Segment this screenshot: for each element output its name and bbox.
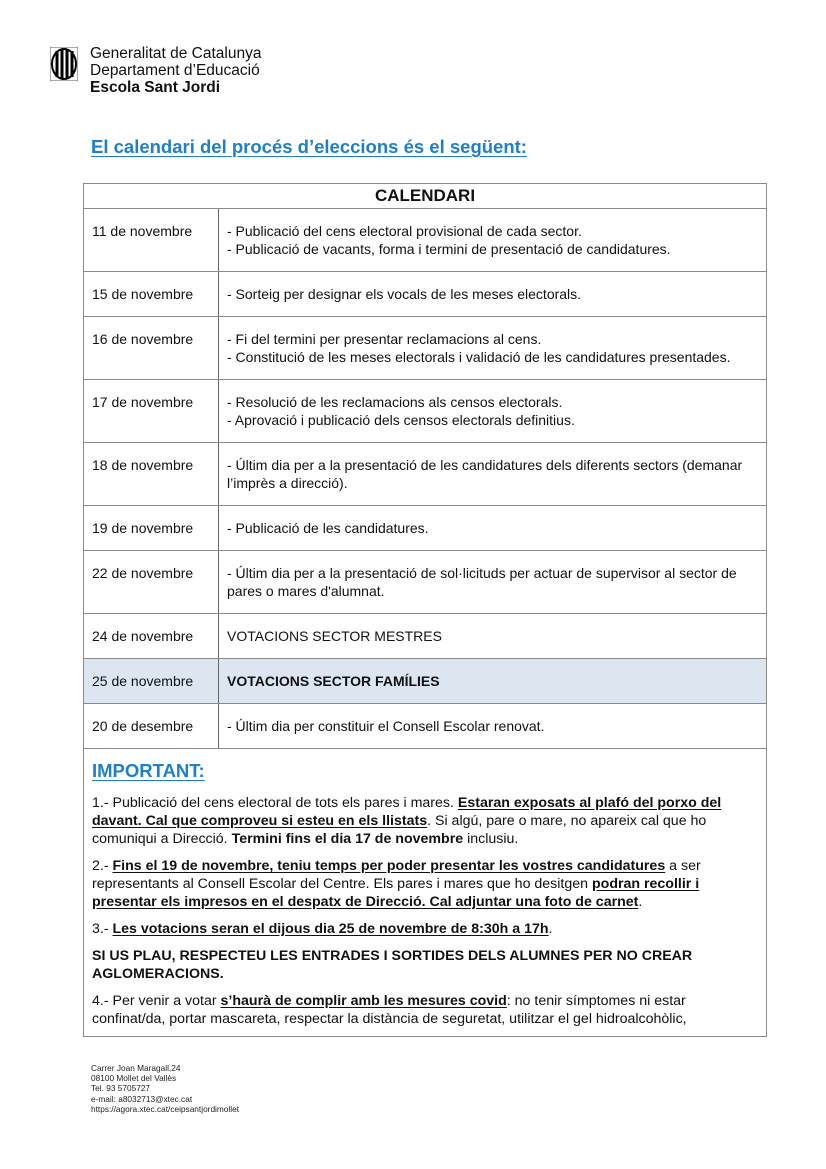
calendar-description-line: - Últim dia per constituir el Consell Escolar renovat. <box>227 718 545 734</box>
calendar-description-line: VOTACIONS SECTOR MESTRES <box>227 628 442 644</box>
footer-phone: Tel. 93 5705727 <box>91 1083 151 1094</box>
calendar-rows <box>84 209 766 749</box>
notice-2 <box>92 857 758 911</box>
calendar-description-line: - Aprovació i publicació dels censos electorals definitius. <box>227 412 575 428</box>
notice-warning: SI US PLAU, RESPECTEU LES ENTRADES I SORTIDES DELS ALUMNES PER NO CREAR AGLOMERACIONS. <box>92 948 693 982</box>
calendar-description-line: - Fi del termini per presentar reclamacions al cens. <box>227 331 542 347</box>
calendar-description-line: - Últim dia per a la presentació de sol·licituds per actuar de supervisor al sector de pares o mares d'alumnat. <box>227 565 737 599</box>
calendar-date: 16 de novembre <box>84 317 219 379</box>
calendar-description <box>219 506 766 550</box>
calendar-description-line: - Sorteig per designar els vocals de les meses electorals. <box>227 286 582 302</box>
calendar-description <box>219 380 766 442</box>
notice-emphasis: Estaran exposats al plafó del porxo del davant. Cal que comproveu si esteu en els llistats <box>92 795 722 829</box>
catalonia-coat-of-arms-icon <box>50 47 78 81</box>
calendar-description <box>219 551 766 613</box>
calendar-row <box>84 506 766 551</box>
calendar-description <box>219 704 766 748</box>
notice-emphasis: Fins el 19 de novembre, teniu temps per poder presentar les vostres candidatures <box>112 858 666 874</box>
notice-text: . Si algú, pare o mare, no apareix cal que ho comuniqui a Direcció. <box>92 813 707 847</box>
notice-1 <box>92 794 758 848</box>
org-name: Generalitat de Catalunya <box>90 45 262 62</box>
calendar-date: 18 de novembre <box>84 443 219 505</box>
important-section <box>84 749 766 1036</box>
calendar-row <box>84 209 766 272</box>
notice-3 <box>92 920 758 938</box>
calendar-description-line: VOTACIONS SECTOR FAMÍLIES <box>227 673 440 689</box>
notice-text: inclusiu. <box>463 831 519 847</box>
calendar-description-line: - Publicació del cens electoral provisional de cada sector. <box>227 223 582 239</box>
school-name: Escola Sant Jordi <box>90 79 221 96</box>
footer-address: Carrer Joan Maragall,24 <box>91 1063 181 1073</box>
notice-text: . <box>548 921 553 937</box>
calendar-date: 22 de novembre <box>84 551 219 613</box>
calendar-row <box>84 272 766 317</box>
footer-contact <box>91 1063 239 1114</box>
calendar-heading: CALENDARI <box>84 184 766 209</box>
calendar-date: 20 de desembre <box>84 704 219 748</box>
department-name: Departament d’Educació <box>90 62 260 79</box>
calendar-description <box>219 317 766 379</box>
calendar-description-line: - Resolució de les reclamacions als censos electorals. <box>227 394 563 410</box>
calendar-date: 25 de novembre <box>84 659 219 703</box>
calendar-row <box>84 551 766 614</box>
notice-text: 3.- <box>92 921 113 937</box>
calendar-date: 19 de novembre <box>84 506 219 550</box>
notice-text: 4.- Per venir a votar <box>92 993 221 1009</box>
calendar-date: 17 de novembre <box>84 380 219 442</box>
notice-text: 1.- Publicació del cens electoral de tots els pares i mares. <box>92 795 458 811</box>
calendar-description <box>219 209 766 271</box>
footer-website[interactable]: https://agora.xtec.cat/ceipsantjordimollet <box>91 1103 240 1114</box>
calendar-description-line: - Constitució de les meses electorals i validació de les candidatures presentades. <box>227 349 731 365</box>
calendar-description <box>219 272 766 316</box>
notice-text: : no tenir símptomes ni estar confinat/da, portar mascareta, respectar la distància de seguretat, utilitzar el gel hidroalcohòlic, <box>92 993 687 1027</box>
footer-city: 08100 Mollet del Vallès <box>91 1073 177 1084</box>
calendar-description <box>219 443 766 505</box>
calendar-row <box>84 704 766 749</box>
footer-email[interactable]: e-mail: a8032713@xtec.cat <box>91 1093 193 1104</box>
notice-text: . <box>638 894 643 910</box>
notice-emphasis: s’haurà de complir amb les mesures covid <box>220 993 507 1009</box>
notice-emphasis: podran recollir i presentar els impresos en el despatx de Direcció. Cal adjuntar una foto de carnet <box>92 876 700 910</box>
calendar-description <box>219 659 766 703</box>
calendar-row <box>84 659 766 704</box>
calendar-description <box>219 614 766 658</box>
calendar-row <box>84 614 766 659</box>
calendar-table <box>83 183 767 1037</box>
calendar-row <box>84 317 766 380</box>
calendar-row <box>84 380 766 443</box>
calendar-description-line: - Publicació de vacants, forma i termini de presentació de candidatures. <box>227 241 671 257</box>
important-heading: IMPORTANT: <box>92 760 205 781</box>
calendar-row <box>84 443 766 506</box>
notice-text: a ser representants al Consell Escolar del Centre. Els pares i mares que ho desitgen <box>92 858 701 892</box>
calendar-date: 15 de novembre <box>84 272 219 316</box>
notice-deadline: Termini fins el dia 17 de novembre <box>231 831 464 847</box>
notice-4 <box>92 992 758 1028</box>
notice-text: 2.- <box>92 858 113 874</box>
calendar-description-line: - Últim dia per a la presentació de les candidatures dels diferents sectors (demanar l’imprès a direcció). <box>227 457 743 491</box>
letterhead <box>50 45 261 96</box>
calendar-date: 24 de novembre <box>84 614 219 658</box>
notice-emphasis: Les votacions seran el dijous dia 25 de novembre de 8:30h a 17h <box>112 921 549 937</box>
page-title: El calendari del procés d’eleccions és el següent: <box>91 136 527 157</box>
calendar-description-line: - Publicació de les candidatures. <box>227 520 429 536</box>
calendar-date: 11 de novembre <box>84 209 219 271</box>
